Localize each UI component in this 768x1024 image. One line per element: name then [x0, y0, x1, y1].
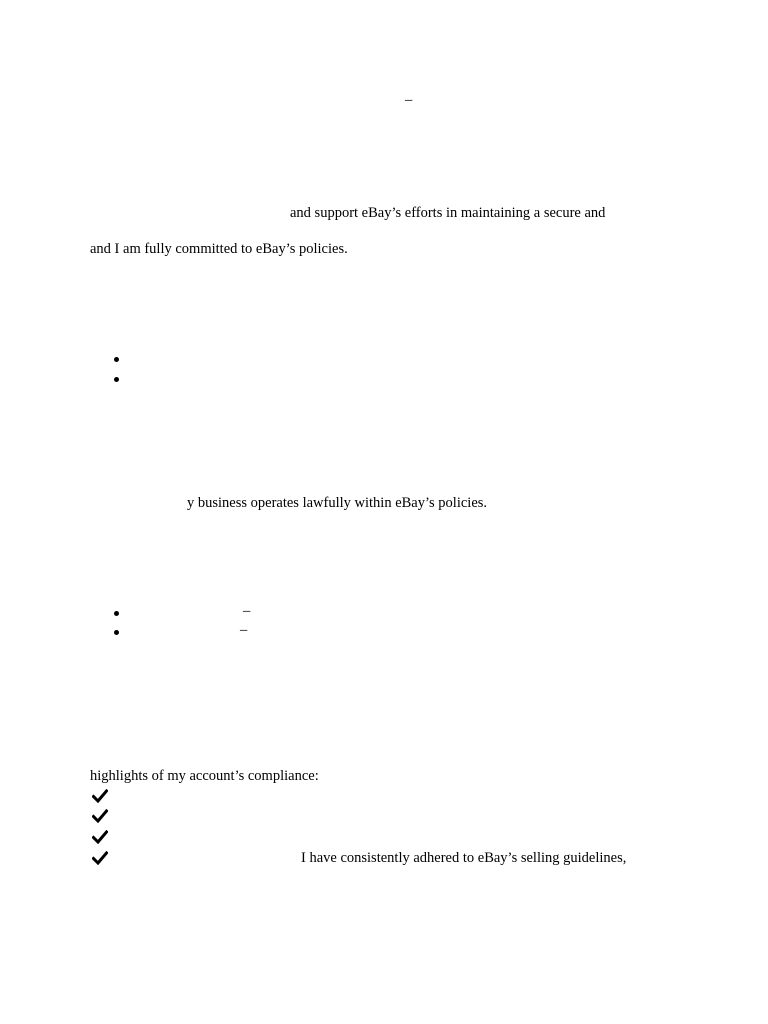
- highlights-intro: highlights of my account’s compliance:: [90, 768, 319, 784]
- checklist-item-4-text: I have consistently adhered to eBay’s selling guidelines,: [301, 850, 627, 866]
- bullet-dot-icon: [114, 357, 119, 362]
- bullet-dot-icon: [114, 611, 119, 616]
- bullet-dot-icon: [114, 377, 119, 382]
- checkmark-icon: [92, 851, 108, 865]
- header-dash: –: [405, 92, 413, 108]
- intro-line-1: and support eBay’s efforts in maintaining a secure and: [290, 205, 606, 221]
- bullet-dot-icon: [114, 630, 119, 635]
- checkmark-icon: [92, 789, 108, 803]
- checkmark-icon: [92, 809, 108, 823]
- compliance-line: y business operates lawfully within eBay’s policies.: [187, 495, 488, 511]
- intro-line-2: and I am fully committed to eBay’s policies.: [90, 241, 348, 257]
- bullet-b-1-dash: –: [243, 603, 251, 619]
- bullet-b-2-dash: –: [240, 622, 248, 638]
- checkmark-icon: [92, 830, 108, 844]
